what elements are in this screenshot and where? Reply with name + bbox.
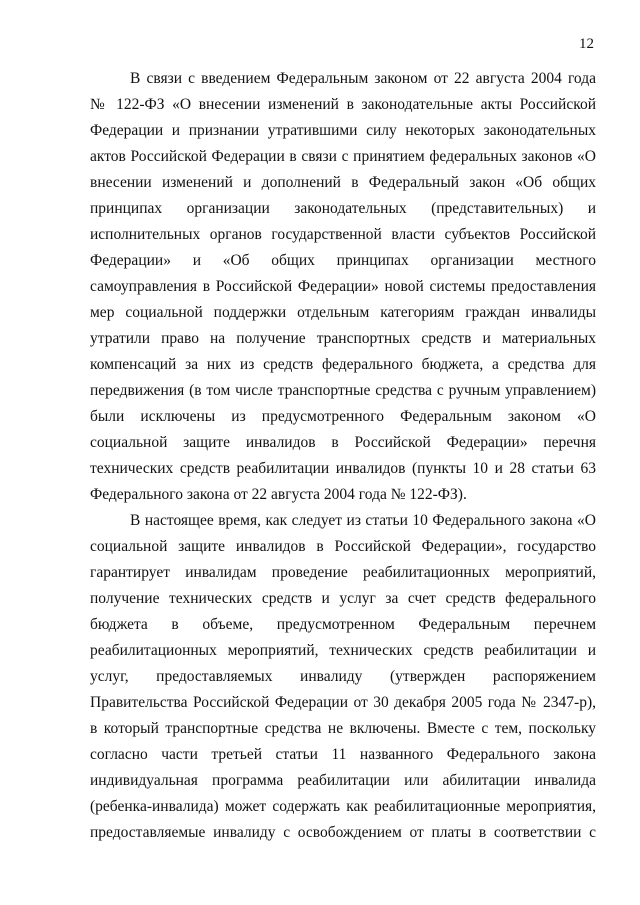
text-line: № 122-ФЗ «О внесении изменений в законодательные акты Российской	[90, 96, 596, 113]
text-line: бюджета в объеме, предусмотренном Федеральным перечнем	[90, 616, 596, 633]
text-line: в который транспортные средства не включены. Вместе с тем, поскольку	[90, 720, 596, 737]
text-line: Правительства Российской Федерации от 30 декабря 2005 года № 2347-р),	[90, 694, 596, 711]
text-line: актов Российской Федерации в связи с принятием федеральных законов «О	[90, 148, 596, 165]
text-line: мер социальной поддержки отдельным категориям граждан инвалиды	[90, 304, 596, 321]
document-body	[90, 66, 596, 846]
text-line: услуг, предоставляемых инвалиду (утвержден распоряжением	[90, 668, 596, 685]
text-line: компенсаций за них из средств федерального бюджета, а средства для	[90, 356, 596, 373]
text-line: социальной защите инвалидов в Российской Федерации», государство	[90, 538, 596, 555]
text-line: были исключены из предусмотренного Федеральным законом «О	[90, 408, 596, 425]
text-line: индивидуальная программа реабилитации или абилитации инвалида	[90, 772, 596, 789]
text-line: Федерации и признании утратившими силу некоторых законодательных	[90, 122, 596, 139]
text-line: передвижения (в том числе транспортные средства с ручным управлением)	[90, 382, 596, 399]
text-line: предоставляемые инвалиду с освобождением от платы в соответствии с	[90, 824, 596, 841]
text-line: получение технических средств и услуг за счет средств федерального	[90, 590, 596, 607]
paragraph-2	[90, 508, 596, 846]
page-number: 12	[579, 36, 594, 52]
paragraph-1	[90, 66, 596, 508]
text-line: самоуправления в Российской Федерации» новой системы предоставления	[90, 278, 596, 295]
text-line: В связи с введением Федеральным законом от 22 августа 2004 года	[130, 70, 596, 87]
text-line: Федерации» и «Об общих принципах организации местного	[90, 252, 596, 269]
text-line: утратили право на получение транспортных средств и материальных	[90, 330, 596, 347]
text-line: гарантирует инвалидам проведение реабилитационных мероприятий,	[90, 564, 596, 581]
text-line: социальной защите инвалидов в Российской Федерации» перечня	[90, 434, 596, 451]
text-line: реабилитационных мероприятий, технических средств реабилитации и	[90, 642, 596, 659]
text-line: В настоящее время, как следует из статьи 10 Федерального закона «О	[130, 512, 596, 529]
text-line: (ребенка-инвалида) может содержать как реабилитационные мероприятия,	[90, 798, 596, 815]
text-line: принципах организации законодательных (представительных) и	[90, 200, 596, 217]
text-line: Федерального закона от 22 августа 2004 года № 122-ФЗ).	[90, 486, 467, 503]
text-line: внесении изменений и дополнений в Федеральный закон «Об общих	[90, 174, 596, 191]
text-line: исполнительных органов государственной власти субъектов Российской	[90, 226, 596, 243]
text-line: согласно части третьей статьи 11 названного Федерального закона	[90, 746, 596, 763]
text-line: технических средств реабилитации инвалидов (пункты 10 и 28 статьи 63	[90, 460, 596, 477]
